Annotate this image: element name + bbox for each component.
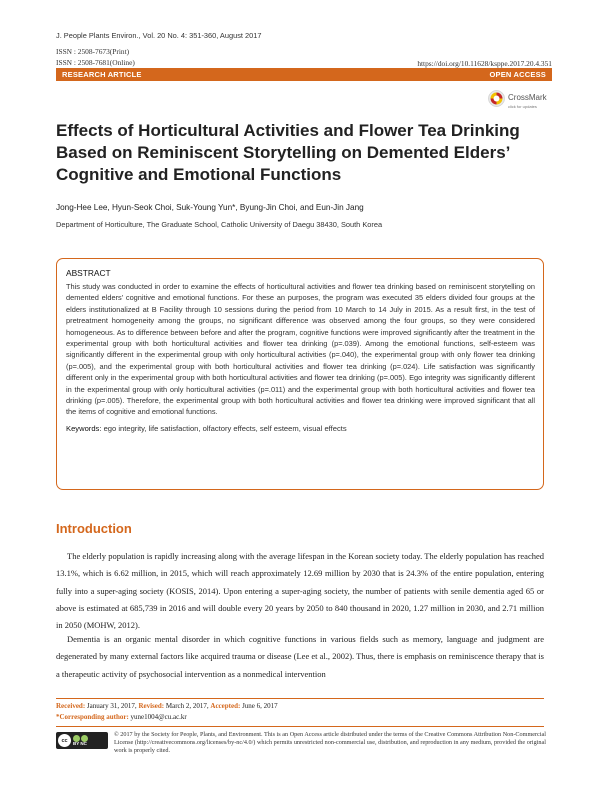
cc-license-badge[interactable] [56, 732, 108, 749]
journal-name: J. People Plants Environ. [56, 31, 139, 40]
keywords-line [66, 424, 535, 433]
issn-print: ISSN : 2508-7673(Print) [56, 47, 130, 56]
affiliation: Department of Horticulture, The Graduate School, Catholic University of Daegu 38430, South Korea [56, 220, 383, 229]
corresponding-author [56, 713, 187, 721]
body-paragraph: The elderly population is rapidly increasing along with the average lifespan in the Korean society today. The elderly population has reached 13.1%, which is 6.62 million, in 2015, which will reach approximately 12.69 million by 2030 that is 24.3% of the entire population, entering fully into a super-aging society (KOSIS, 2014). Upon entering a super-aging society, the number of patients with senile dementia aged 65 or above is estimated at 685,739 in 2016 and will double every 20 years by 2050 to 840 thousand in 2020, 1.27 million in 2030, and 2.71 million in 2050 (MOHW, 2012). [56, 551, 544, 631]
article-type-bar [56, 68, 552, 81]
footer-divider [56, 726, 544, 727]
cc-icon: cc [58, 734, 71, 747]
body-paragraph: Dementia is an organic mental disorder in which cognitive functions in various fields such as memory, language and judgment are degenerated by many external factors like acquired trauma or disease (Lee et al., 2002). Thus, there is emphasis on reminiscence therapy that is a therapeutic activity of psychosocial intervention as a nonmedical intervention [56, 634, 544, 679]
journal-citation [56, 31, 261, 40]
section-heading-introduction: Introduction [56, 521, 132, 536]
crossmark-sublabel: click for updates [508, 104, 537, 109]
abstract-box [56, 258, 544, 490]
open-access-label: OPEN ACCESS [489, 70, 546, 79]
article-type-label: RESEARCH ARTICLE [62, 70, 142, 79]
abstract-heading: ABSTRACT [66, 268, 111, 278]
received-date: January 31, 2017, [85, 702, 139, 710]
doi-link[interactable]: https://doi.org/10.11628/ksppe.2017.20.4.351 [417, 59, 552, 68]
abstract-text: This study was conducted in order to examine the effects of horticultural activities and flower tea drinking based on reminiscent storytelling on demented elders’ cognitive and emotional functions. For these an purposes, the program was executed 35 elders divided four groups at the elders institutionalized at B Facility through 10 sessions during the period from 10 March to 14 July in 2015. As a result first, in the test of pretreatment homogeneity among the groups, no significant difference was observed among the four groups, so they were considered homogeneous. As to difference between before and after the program, cognitive functions were improved significantly after the treatment in the experimental group with both horticultural activities and flower tea drinking (p=.039). Among the emotional functions, self-esteem was significantly different in the experimental group with only horticultural activities (p=.040), the experimental group with only flower tea drinking (p=.005), and the experimental group with both horticultural activities and flower tea drinking (p=.024). Life satisfaction was significantly different only in the experimental group with both horticultural activities and flower tea drinking (p=.005). Ego integrity was significantly different in the experimental group with only horticultural activities (p=.011) and the experimental group with both horticultural activities and flower tea drinking (p=.005). Therefore, the experimental group with both horticultural activities and flower tea drinking were improved significant that all the items of cognitive and emotional functions. [66, 282, 535, 417]
corresponding-email-link[interactable]: yune1004@cu.ac.kr [128, 713, 187, 721]
crossmark-icon [488, 90, 505, 107]
revised-label: Revised: [138, 702, 165, 710]
received-label: Received: [56, 702, 86, 710]
journal-volume: , Vol. 20 No. 4: 351-360, August 2017 [138, 31, 262, 40]
corresponding-label: *Corresponding author: [56, 713, 129, 721]
keywords-list: ego integrity, life satisfaction, olfactory effects, self esteem, visual effects [101, 423, 347, 433]
cc-badge-sublabel: BY NC [73, 740, 87, 746]
issn-online: ISSN : 2508-7681(Online) [56, 58, 135, 67]
author-list: Jong-Hee Lee, Hyun-Seok Choi, Suk-Young Yun*, Byung-Jin Choi, and Eun-Jin Jang [56, 203, 364, 212]
keywords-label: Keywords: [66, 423, 102, 433]
crossmark-button[interactable] [488, 88, 547, 109]
revised-date: March 2, 2017, [164, 702, 211, 710]
accepted-label: Accepted: [210, 702, 241, 710]
license-text: © 2017 by the Society for People, Plants, and Environment. This is an Open Access article distributed under the terms of the Creative Commons Attribution Non-Commercial License (http://creativecommons.org/licenses/by-nc/4.0/) which permits unrestricted non-commercial use, distribution, and reproduction in any medium, provided the original work is properly cited. [114, 731, 546, 755]
crossmark-label: CrossMark [508, 93, 547, 102]
footer-divider [56, 698, 544, 699]
accepted-date: June 6, 2017 [240, 702, 278, 710]
article-title: Effects of Horticultural Activities and Flower Tea Drinking Based on Reminiscent Storytelling on Demented Elders’ Cognitive and Emotional Functions [56, 121, 520, 184]
article-dates [56, 702, 278, 710]
